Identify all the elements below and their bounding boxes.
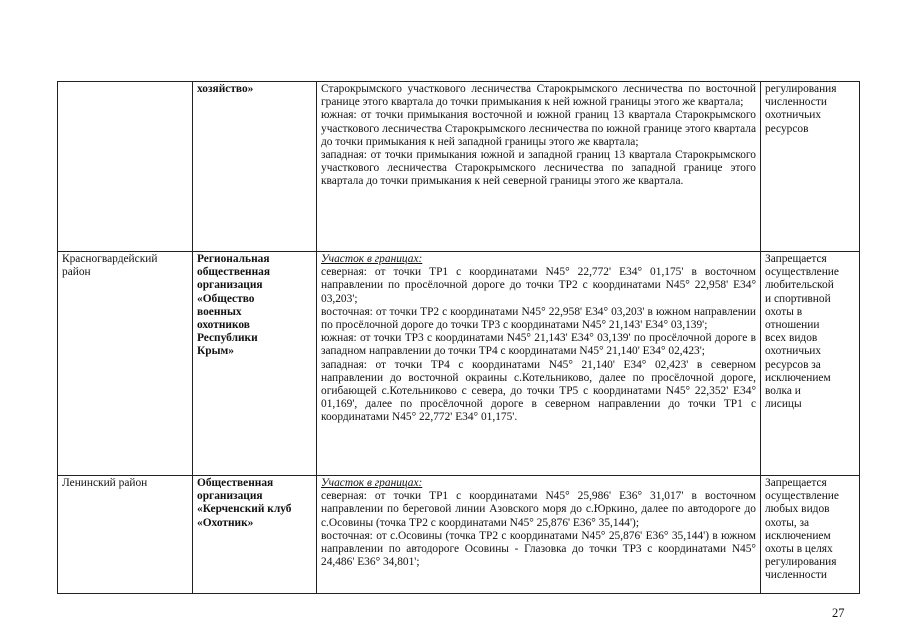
restriction-line: любительской [765, 279, 834, 292]
boundary-paragraph: южная: от точки TP3 с координатами N45° 21,143' E34° 03,139' по просёлочной дороге в западном направлении до точки TP4 с координатами N45° 21,140' E34° 02,423'; [321, 332, 756, 358]
organization-cell [193, 476, 317, 594]
restriction-line: осуществление [765, 266, 839, 279]
boundary-description-cell [317, 82, 761, 252]
restriction-line: регулирования [765, 556, 837, 569]
page-number: 27 [832, 606, 845, 620]
restriction-line: охотничьих [765, 109, 822, 122]
organization-line: «Охотник» [197, 516, 254, 529]
organization-line: организация [197, 490, 263, 503]
restriction-line: охоты в [765, 305, 803, 318]
boundary-paragraph: южная: от точки примыкания восточной и южной границ 13 квартала Старокрымского участкового лесничества Старокрымского лесничества по южной границе этого квартала до точки примыкания к ней западной границы этого же квартала; [321, 109, 756, 148]
organization-line: Региональная [197, 253, 270, 265]
restriction-line: исключением [765, 529, 831, 542]
restriction-line: Запрещается [765, 477, 827, 489]
organization-line: военных [197, 305, 242, 318]
restriction-line: ресурсов за [765, 358, 821, 371]
restriction-line: отношении [765, 319, 820, 332]
restriction-line: охотничьих [765, 345, 822, 358]
boundary-paragraph: восточная: от с.Осовины (точка TP2 с координатами N45° 25,876' E36° 35,144') в южном направлении по автодороге Осовины - Глазовка до точки TP3 с координатами N45° 24,486' E36° 34,801'; [321, 529, 756, 569]
boundary-description-cell [317, 476, 761, 594]
boundary-paragraph: северная: от точки TP1 с координатами N45° 25,986' E36° 31,017' в восточном направлении по береговой линии Азовского моря до с.Юркино, далее по автодороге до с.Осовины (точка TP2 с координатами N45° 25,876' E36° 35,144'); [321, 490, 756, 529]
boundary-paragraph: северная: от точки TP1 с координатами N45° 22,772' E34° 01,175' в восточном направлении по просёлочной дороге до точки TP2 с координатами N45° 22,958' E34° 03,203'; [321, 266, 756, 305]
restriction-line: волка и [765, 385, 801, 398]
restriction-line: и спортивной [765, 292, 831, 305]
organization-line: Крым» [197, 345, 234, 358]
restriction-line: Запрещается [765, 253, 827, 265]
boundary-description-cell [317, 252, 761, 476]
table-row [58, 252, 860, 476]
restriction-line: численности [765, 569, 827, 582]
organization-line: хозяйство» [197, 83, 254, 95]
restriction-cell [761, 82, 860, 252]
organization-line: «Керченский клуб [197, 503, 292, 516]
restriction-line: любых видов [765, 503, 830, 516]
boundary-paragraph: восточная: от точки TP2 с координатами N45° 22,958' E34° 03,203' в южном направлении по просёлочной дороге до точки TP3 с координатами N45° 21,143' E34° 03,139'; [321, 305, 756, 332]
district-cell: Ленинский район [58, 476, 193, 594]
district-cell [58, 82, 193, 252]
boundary-paragraph: западная: от точки примыкания южной и западной границ 13 квартала Старокрымского участкового лесничества Старокрымского лесничества по западной границе этого квартала до точки примыкания к ней северной границы этого же квартала. [321, 149, 756, 188]
restriction-cell [761, 476, 860, 594]
organization-cell [193, 82, 317, 252]
boundary-paragraph: западная: от точки TP4 с координатами N45° 21,140' E34° 02,423' в северном направлении до восточной окраины с.Котельниково, далее по просёлочной дороге, огибающей с.Котельниково с севера, до точки TP5 с координатами N45° 22,352' E34° 01,169', далее по просёлочной дороге в северном направлении до точки TP1 с координатами N45° 22,772' E34° 01,175'. [321, 358, 756, 424]
restriction-line: всех видов [765, 332, 818, 345]
organization-line: Республики [197, 332, 258, 345]
restriction-line: ресурсов [765, 122, 809, 135]
restriction-line: исключением [765, 371, 831, 384]
organization-line: Общественная [197, 477, 274, 489]
section-heading: Участок в границах: [321, 477, 423, 489]
district-cell: Красногвардейский район [58, 252, 193, 476]
boundary-paragraph: Старокрымского участкового лесничества Старокрымского лесничества по восточной границе этого квартала до точки примыкания к ней южной границы этого же квартала; [321, 83, 756, 109]
restriction-line: численности [765, 96, 827, 109]
restriction-line: лисицы [765, 398, 802, 411]
restriction-line: регулирования [765, 83, 837, 95]
organization-line: «Общество [197, 292, 255, 305]
section-heading: Участок в границах: [321, 253, 423, 265]
hunting-areas-table [57, 81, 860, 594]
restriction-cell [761, 252, 860, 476]
restriction-line: охоты, за [765, 516, 810, 529]
organization-line: организация [197, 279, 263, 292]
restriction-line: охоты в целях [765, 543, 833, 556]
table-row [58, 82, 860, 252]
organization-line: общественная [197, 266, 271, 279]
restriction-line: осуществление [765, 490, 839, 503]
organization-line: охотников [197, 319, 250, 332]
table-row [58, 476, 860, 594]
organization-cell [193, 252, 317, 476]
